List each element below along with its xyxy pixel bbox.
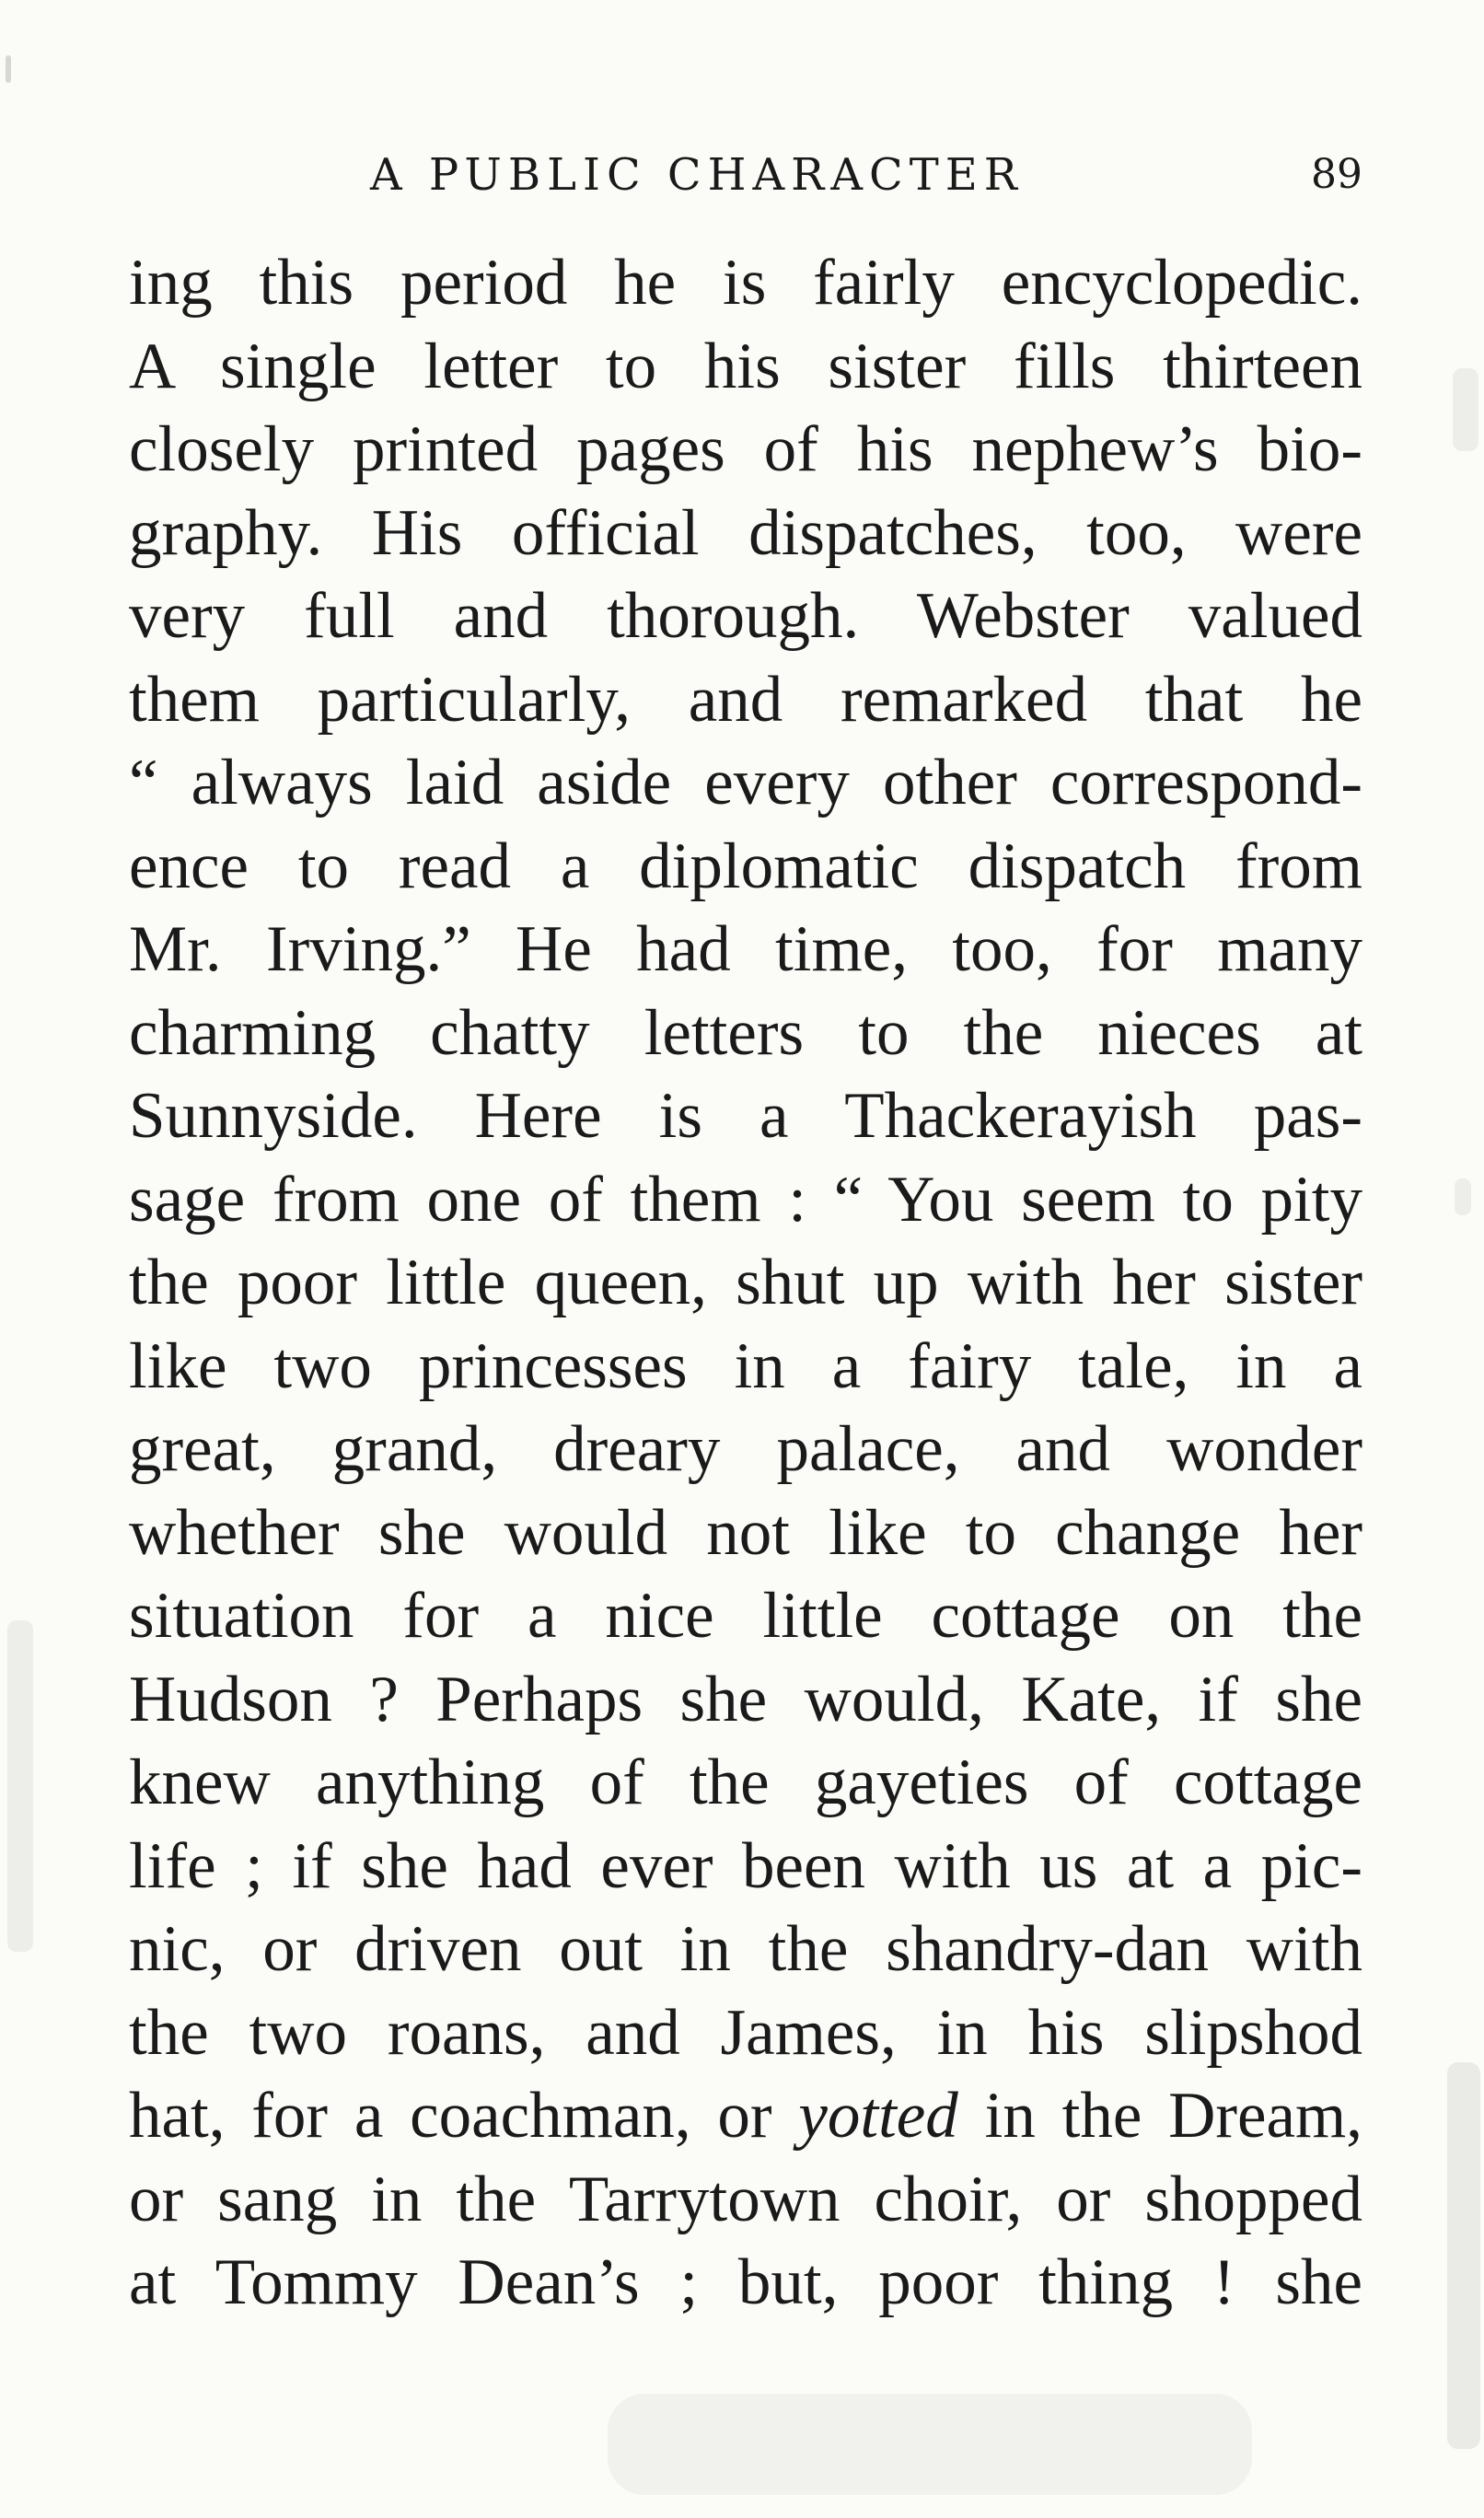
paper-speckle	[7, 1620, 33, 1952]
text-segment: hat, for a coachman, or	[129, 2080, 772, 2152]
paper-speckle	[1453, 368, 1478, 451]
text-line: graphy. His official dispatches, too, were	[129, 496, 1362, 569]
paper-speckle	[1447, 2062, 1480, 2449]
paper-speckle	[608, 2394, 1252, 2495]
page-number: 89	[1311, 151, 1362, 198]
text-line: at Tommy Dean’s ; but, poor thing ! she	[129, 2246, 1362, 2318]
text-line: knew anything of the gayeties of cottage	[129, 1746, 1362, 1818]
text-line: sage from one of them : “ You seem to pity	[129, 1163, 1362, 1236]
text-line: situation for a nice little cottage on the	[129, 1580, 1362, 1652]
text-line: like two princesses in a fairy tale, in a	[129, 1329, 1362, 1402]
text-line: great, grand, dreary palace, and wonder	[129, 1413, 1362, 1485]
text-line: Hudson ? Perhaps she would, Kate, if she	[129, 1663, 1362, 1735]
text-line: closely printed pages of his nephew’s bio-	[129, 413, 1362, 485]
text-line: them particularly, and remarked that he	[129, 663, 1362, 736]
text-line: Mr. Irving.” He had time, too, for many	[129, 913, 1362, 985]
text-line: the two roans, and James, in his slipshod	[129, 1996, 1362, 2069]
text-line: Sunnyside. Here is a Thackerayish pas-	[129, 1080, 1362, 1152]
paper-speckle	[6, 55, 11, 83]
text-line: ence to read a diplomatic dispatch from	[129, 830, 1362, 902]
italic-word: yotted	[798, 2080, 958, 2152]
text-line: or sang in the Tarrytown choir, or shopped	[129, 2163, 1362, 2235]
text-line: very full and thorough. Webster valued	[129, 580, 1362, 652]
text-line: ing this period he is fairly encyclopedic.	[129, 247, 1362, 319]
text-line: life ; if she had ever been with us at a pic-	[129, 1829, 1362, 1902]
running-head: A PUBLIC CHARACTER	[370, 149, 1024, 201]
text-line: charming chatty letters to the nieces at	[129, 996, 1362, 1069]
text-line: the poor little queen, shut up with her sister	[129, 1247, 1362, 1318]
paper-speckle	[1455, 1178, 1471, 1215]
text-line: nic, or driven out in the shandry-dan with	[129, 1913, 1362, 1985]
text-line-with-italic	[129, 2074, 1362, 2158]
text-line: A single letter to his sister fills thirteen	[129, 330, 1362, 402]
text-line: “ always laid aside every other correspond-	[129, 747, 1362, 818]
body-text	[129, 241, 1362, 2325]
text-line: whether she would not like to change her	[129, 1496, 1362, 1569]
text-segment: in the Dream,	[984, 2080, 1362, 2152]
page-header	[129, 138, 1362, 212]
